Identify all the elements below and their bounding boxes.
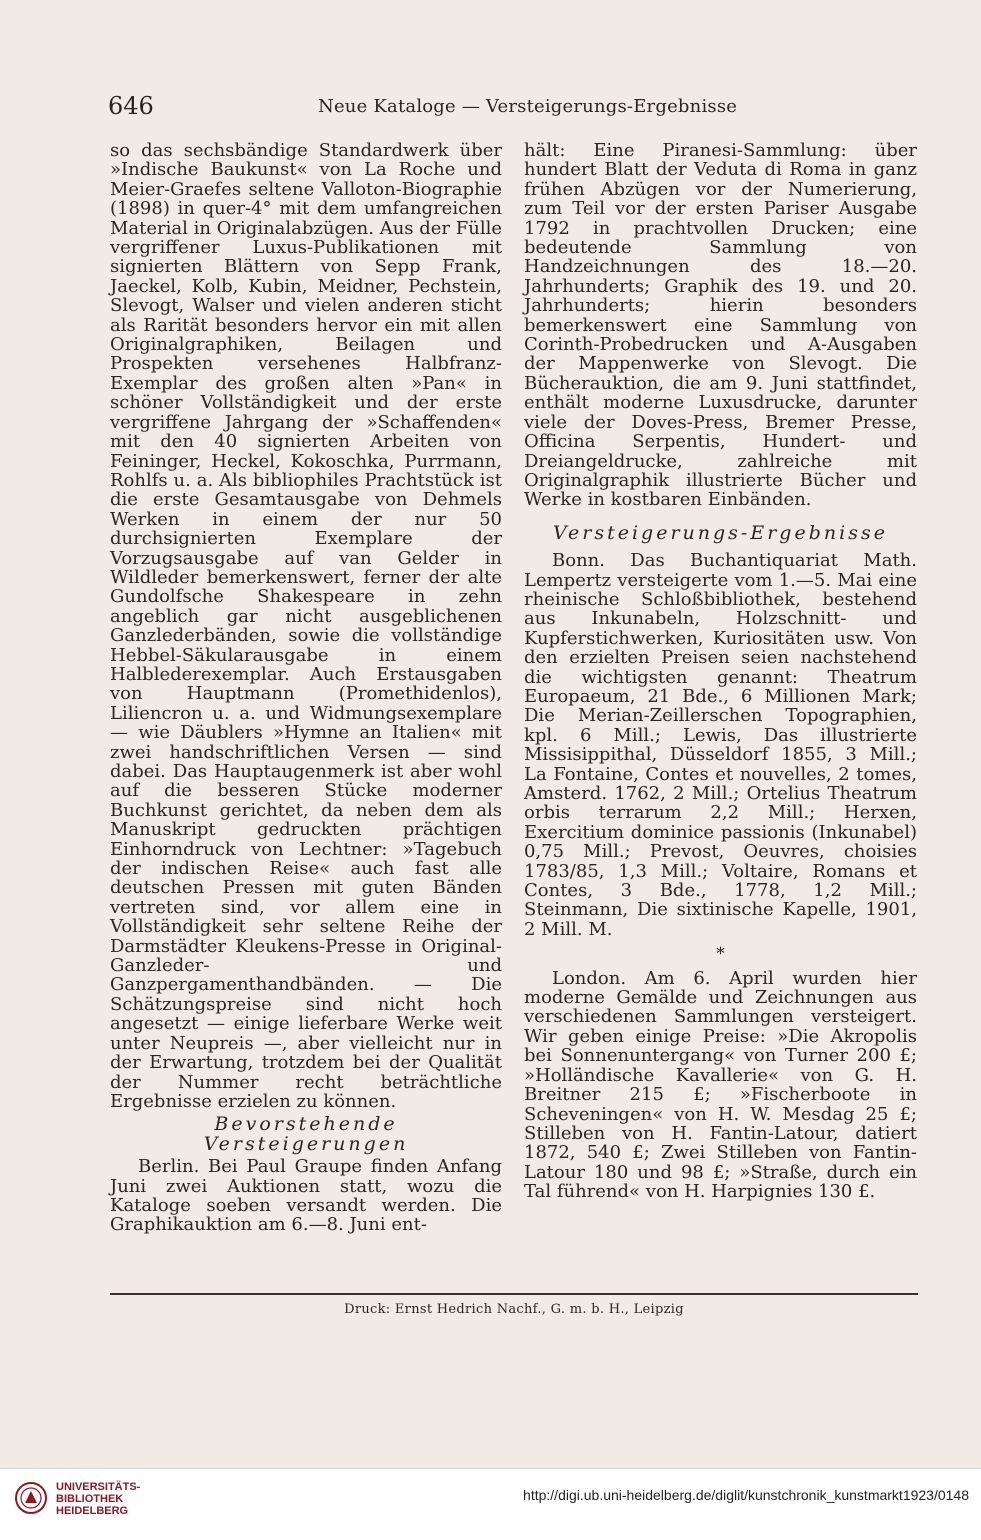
page-header [108, 92, 918, 126]
source-url-link[interactable]: http://digi.ub.uni-heidelberg.de/diglit/kunstchronik_kunstmarkt1923/0148 [523, 1487, 969, 1503]
left-paragraph-berlin: Berlin. Bei Paul Graupe finden Anfang Juni zwei Auktionen statt, wozu die Kataloge soeben versandt werden. Die Graphikauktion am 6.—8. Juni ent- [110, 1156, 502, 1236]
section-heading-upcoming-auctions: Bevorstehende Versteigerungen [203, 1113, 409, 1155]
left-column [110, 141, 502, 1235]
library-footer [0, 1468, 981, 1540]
page-number: 646 [108, 92, 154, 120]
printer-imprint: Druck: Ernst Hedrich Nachf., G. m. b. H., Leipzig [344, 1302, 684, 1317]
library-name [56, 1481, 140, 1517]
library-name-line-3: HEIDELBERG [56, 1505, 129, 1517]
section-heading-auction-results: Versteigerungs-Ergebnisse [553, 521, 888, 544]
library-name-line-2: BIBLIOTHEK [56, 1493, 124, 1505]
library-name-line-1: UNIVERSITÄTS- [56, 1481, 141, 1493]
right-column [524, 141, 917, 1202]
right-paragraph-bonn: Bonn. Das Buchantiquariat Math. Lempertz versteigerte vom 1.—5. Mai eine rheinische Schloßbibliothek, bestehend aus Inkunabeln, Holzschnitt- und Kupferstichwerken, Kuriositäten usw. Von den erzielten Preisen seien nachstehend die wichtigsten genannt: Theatrum Europaeum, 21 Bde., 6 Millionen Mark; Die Merian-Zeillerschen Topographien, kpl. 6 Mill.; Lewis, Das illustrierte Missisippithal, Düsseldorf 1855, 3 Mill.; La Fontaine, Contes et nouvelles, 2 tomes, Amsterd. 1762, 2 Mill.; Ortelius Theatrum orbis terrarum 2,2 Mill.; Herxen, Exercitium dominice passionis (Inkunabel) 0,75 Mill.; Prevost, Oeuvres, choisies 1783/85, 1,3 Mill.; Voltaire, Romans et Contes, 3 Bde., 1778, 1,2 Mill.; Steinmann, Die sixtinische Kapelle, 1901, 2 Mill. M. [524, 550, 917, 940]
left-paragraph-1: so das sechsbändige Standardwerk über »Indische Baukunst« von La Roche und Meier-Graefes seltene Valloton-Biographie (1898) in quer-4° mit dem umfangreichen Material in Originalabzügen. Aus der Fülle vergriffener Luxus-Publikationen mit signierten Blättern von Sepp Frank, Jaeckel, Kolb, Kubin, Meidner, Pechstein, Slevogt, Walser und vielen anderen sticht als Rarität besonders hervor ein mit allen Originalgraphiken, Beilagen und Prospekten versehenes Halbfranz-Exemplar des großen alten »Pan« in schöner Vollständigkeit und der erste vergriffene Jahrgang der »Schaffenden« mit den 40 signierten Arbeiten von Feininger, Heckel, Kokoschka, Purrmann, Rohlfs u. a. Als bibliophiles Prachtstück ist die erste Gesamtausgabe von Dehmels Werken in einem der nur 50 durchsignierten Exemplare der Vorzugsausgabe auf van Gelder in Wildleder bemerkenswert, ferner der alte Gundolfsche Shakespeare in zehn angeblich gar nicht ausgeblichenen Ganzlederbänden, sowie die vollständige Hebbel-Säkularausgabe in einem Halblederexemplar. Auch Erstausgaben von Hauptmann (Promethidenlos), Liliencron u. a. und Widmungsexemplare — wie Däublers »Hymne an Italien« mit zwei handschriftlichen Versen — sind dabei. Das Hauptaugenmerk ist aber wohl auf die besseren Stücke moderner Buchkunst gerichtet, da neben dem als Manuskript gedruckten prächtigen Einhorndruck von Lechtner: »Tagebuch der indischen Reise« auch fast alle deutschen Pressen mit guten Bänden vertreten sind, vor allem eine in Vollständigkeit sehr seltene Reihe der Darmstädter Kleukens-Presse in Original-Ganzleder- und Ganzpergamenthandbänden. — Die Schätzungspreise sind nicht hoch angesetzt — einige lieferbare Werke weit unter Neupreis —, aber vielleicht nur in der Erwartung, trotzdem bei der Qualität der Nummer recht beträchtliche Ergebnisse erzielen zu können. [110, 140, 503, 1112]
section-asterisk: * [716, 944, 725, 965]
bottom-rule [110, 1293, 918, 1295]
running-head: Neue Kataloge — Versteigerungs-Ergebnisse [318, 96, 738, 117]
university-seal-icon [14, 1481, 48, 1515]
right-paragraph-london: London. Am 6. April wurden hier moderne Gemälde und Zeichnungen aus verschiedenen Sammlungen versteigert. Wir geben einige Preise: »Die Akropolis bei Sonnenuntergang« von Turner 200 £; »Holländische Kavallerie« von G. H. Breitner 215 £; »Fischerboote in Scheveningen« von H. W. Mesdag 25 £; Stilleben von H. Fantin-Latour, datiert 1872, 540 £; Zwei Stilleben von Fantin-Latour 180 und 98 £; »Straße, durch ein Tal führend« von H. Harpignies 130 £. [524, 967, 917, 1203]
right-paragraph-1: hält: Eine Piranesi-Sammlung: über hundert Blatt der Veduta di Roma in ganz frühen Abzügen vor der Numerierung, zum Teil vor der ersten Pariser Ausgabe 1792 in prachtvollen Drucken; eine bedeutende Sammlung von Handzeichnungen des 18.—20. Jahrhunderts; Graphik des 19. und 20. Jahrhunderts; hierin besonders bemerkenswert eine Sammlung von Corinth-Probedrucken und A-Ausgaben der Mappenwerke von Slevogt. Die Bücherauktion, die am 9. Juni stattfindet, enthält moderne Luxusdrucke, darunter viele der Doves-Press, Bremer Presse, Officina Serpentis, Hundert- und Dreiangeldrucke, zahlreiche mit Originalgraphik illustrierte Bücher und Werke in kostbaren Einbänden. [524, 140, 917, 511]
